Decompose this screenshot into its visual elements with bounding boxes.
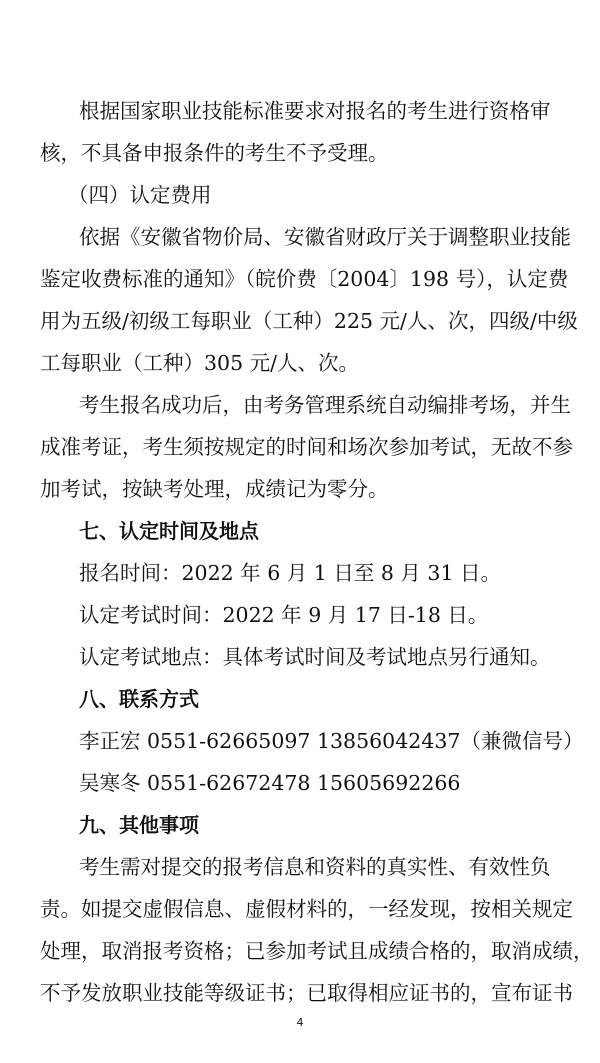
other-paragraph-line-2: 责。如提交虚假信息、虚假材料的，一经发现，按相关规定 [40,897,573,921]
signup-time: 报名时间：2022 年 6 月 1 日至 8 月 31 日。 [79,561,502,585]
review-paragraph-line-1: 根据国家职业技能标准要求对报名的考生进行资格审 [79,99,551,123]
page-number: 4 [296,1016,304,1029]
exam-place: 认定考试地点：具体考试时间及考试地点另行通知。 [79,645,551,669]
arrange-paragraph-line-1: 考生报名成功后，由考务管理系统自动编排考场，并生 [79,393,571,417]
section-8-heading: 八、联系方式 [79,687,199,711]
arrange-paragraph-line-3: 加考试，按缺考处理，成绩记为零分。 [40,477,389,501]
section-9-heading: 九、其他事项 [79,813,199,837]
other-paragraph-line-1: 考生需对提交的报考信息和资料的真实性、有效性负 [79,855,551,879]
arrange-paragraph-line-2: 成准考证，考生须按规定的时间和场次参加考试，无故不参 [40,435,573,459]
other-paragraph-line-4: 不予发放职业技能等级证书；已取得相应证书的，宣布证书 [40,981,573,1005]
fee-paragraph-line-3: 用为五级/初级工每职业（工种）225 元/人、次，四级/中级 [40,309,578,333]
section-7-heading: 七、认定时间及地点 [79,519,259,543]
fee-paragraph-line-1: 依据《安徽省物价局、安徽省财政厅关于调整职业技能 [79,225,571,249]
contact-2: 吴寒冬 0551-62672478 15605692266 [79,771,461,795]
fee-paragraph-line-2: 鉴定收费标准的通知》（皖价费〔2004〕198 号），认定费 [40,267,569,291]
contact-1: 李正宏 0551-62665097 13856042437（兼微信号） [79,729,584,753]
review-paragraph-line-2: 核，不具备申报条件的考生不予受理。 [40,141,389,165]
exam-time: 认定考试时间：2022 年 9 月 17 日-18 日。 [79,603,489,627]
fee-subheading: （四）认定费用 [68,183,212,207]
fee-paragraph-line-4: 工每职业（工种）305 元/人、次。 [40,351,360,375]
other-paragraph-line-3: 处理，取消报考资格；已参加考试且成绩合格的，取消成绩， [40,939,594,963]
